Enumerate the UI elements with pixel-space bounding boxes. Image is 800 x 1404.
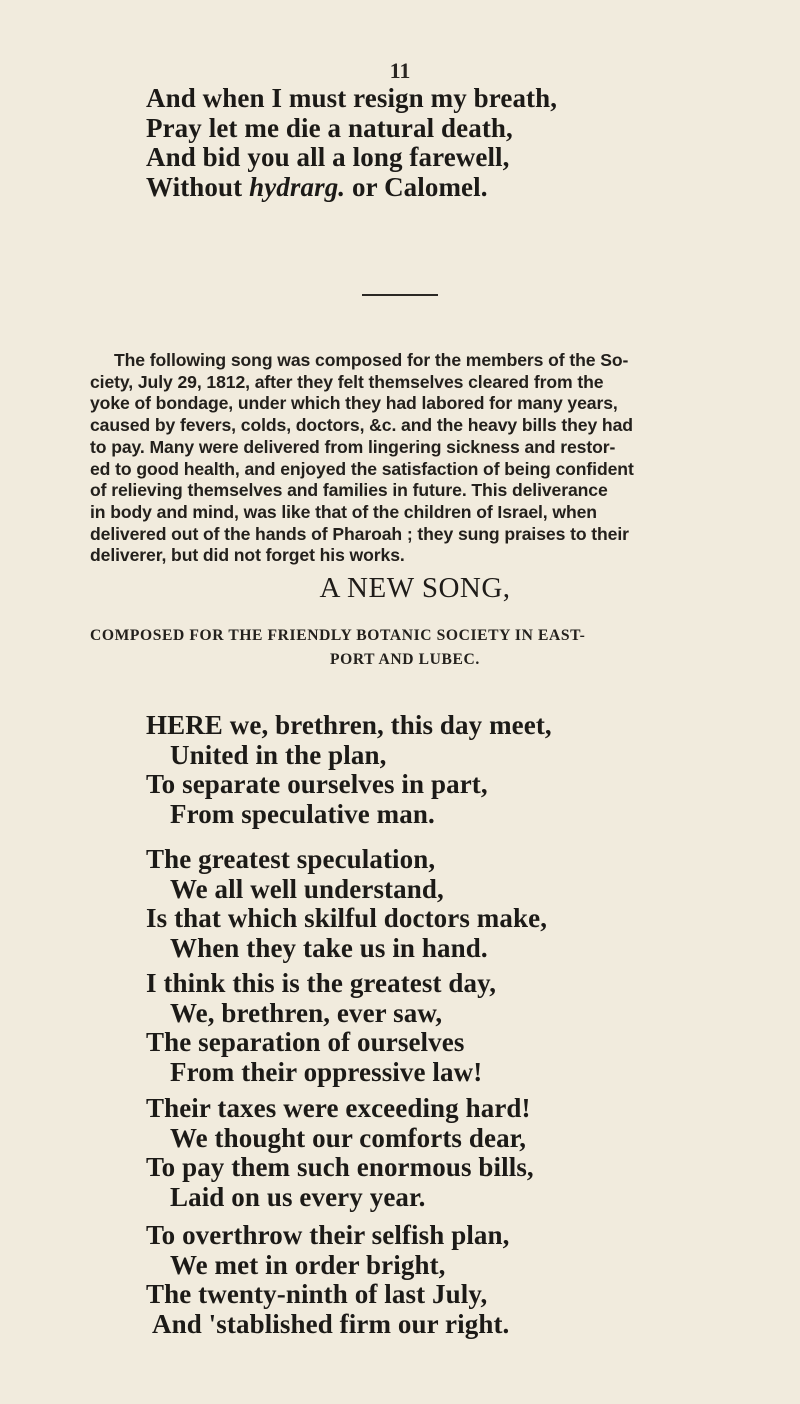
verse-line: We all well understand,	[170, 873, 444, 904]
verse-line: I think this is the greatest day,	[146, 968, 497, 998]
verse-line: Laid on us every year.	[170, 1181, 426, 1212]
closing-stanza	[146, 84, 557, 202]
verse-line: We, brethren, ever saw,	[170, 997, 443, 1028]
verse-line: The separation of ourselves	[146, 1027, 465, 1057]
verse-2	[146, 845, 547, 963]
verse-1	[146, 711, 552, 829]
verse-line: To overthrow their selfish plan,	[146, 1220, 510, 1250]
verse-line: We met in order bright,	[170, 1249, 446, 1280]
verse-line: HERE we, brethren, this day meet,	[146, 710, 552, 740]
closing-line: And bid you all a long farewell,	[146, 142, 510, 172]
verse-line: From their oppressive law!	[170, 1056, 483, 1087]
song-title: A NEW SONG,	[319, 572, 511, 604]
prose-paragraph	[90, 350, 740, 567]
verse-line: United in the plan,	[170, 739, 387, 770]
prose-line: ciety, July 29, 1812, after they felt themselves cleared from the	[90, 371, 604, 392]
closing-line: Pray let me die a natural death,	[146, 112, 513, 143]
prose-line: ed to good health, and enjoyed the satisfaction of being confident	[90, 458, 634, 479]
closing-line-italic: hydrarg.	[249, 171, 346, 202]
closing-line-text: Without	[146, 171, 250, 202]
verse-line: When they take us in hand.	[170, 932, 488, 963]
verse-5	[146, 1221, 509, 1339]
prose-line: caused by fevers, colds, doctors, &c. and the heavy bills they had	[90, 415, 633, 436]
closing-line: And when I must resign my breath,	[146, 83, 558, 113]
prose-line: The following song was composed for the members of the So-	[114, 350, 629, 370]
verse-3	[146, 969, 496, 1087]
verse-line: To separate ourselves in part,	[146, 769, 488, 799]
prose-line: of relieving themselves and families in future. This deliverance	[90, 480, 608, 501]
verse-line: To pay them such enormous bills,	[146, 1152, 534, 1182]
prose-line: deliverer, but did not forget his works.	[90, 545, 405, 566]
prose-line: delivered out of the hands of Pharoah ; they sung praises to their	[90, 523, 629, 544]
verse-line: The twenty-ninth of last July,	[146, 1279, 488, 1309]
verse-line: Is that which skilful doctors make,	[146, 903, 548, 933]
prose-line: yoke of bondage, under which they had labored for many years,	[90, 393, 618, 414]
page-number: 11	[389, 58, 411, 83]
verse-line: The greatest speculation,	[146, 844, 436, 874]
section-divider	[362, 294, 438, 296]
verse-line: Their taxes were exceeding hard!	[146, 1093, 531, 1123]
closing-line-last	[146, 173, 557, 203]
verse-4	[146, 1094, 534, 1212]
song-subtitle: COMPOSED FOR THE FRIENDLY BOTANIC SOCIETY IN EAST-	[90, 627, 586, 644]
song-subtitle: PORT AND LUBEC.	[330, 651, 480, 668]
prose-line: in body and mind, was like that of the children of Israel, when	[90, 501, 597, 522]
verse-line: And 'stablished firm our right.	[152, 1308, 510, 1339]
verse-line: We thought our comforts dear,	[170, 1122, 527, 1153]
closing-line-text: or Calomel.	[345, 171, 488, 202]
prose-line: to pay. Many were delivered from lingering sickness and restor-	[90, 436, 616, 457]
verse-line: From speculative man.	[170, 798, 435, 829]
